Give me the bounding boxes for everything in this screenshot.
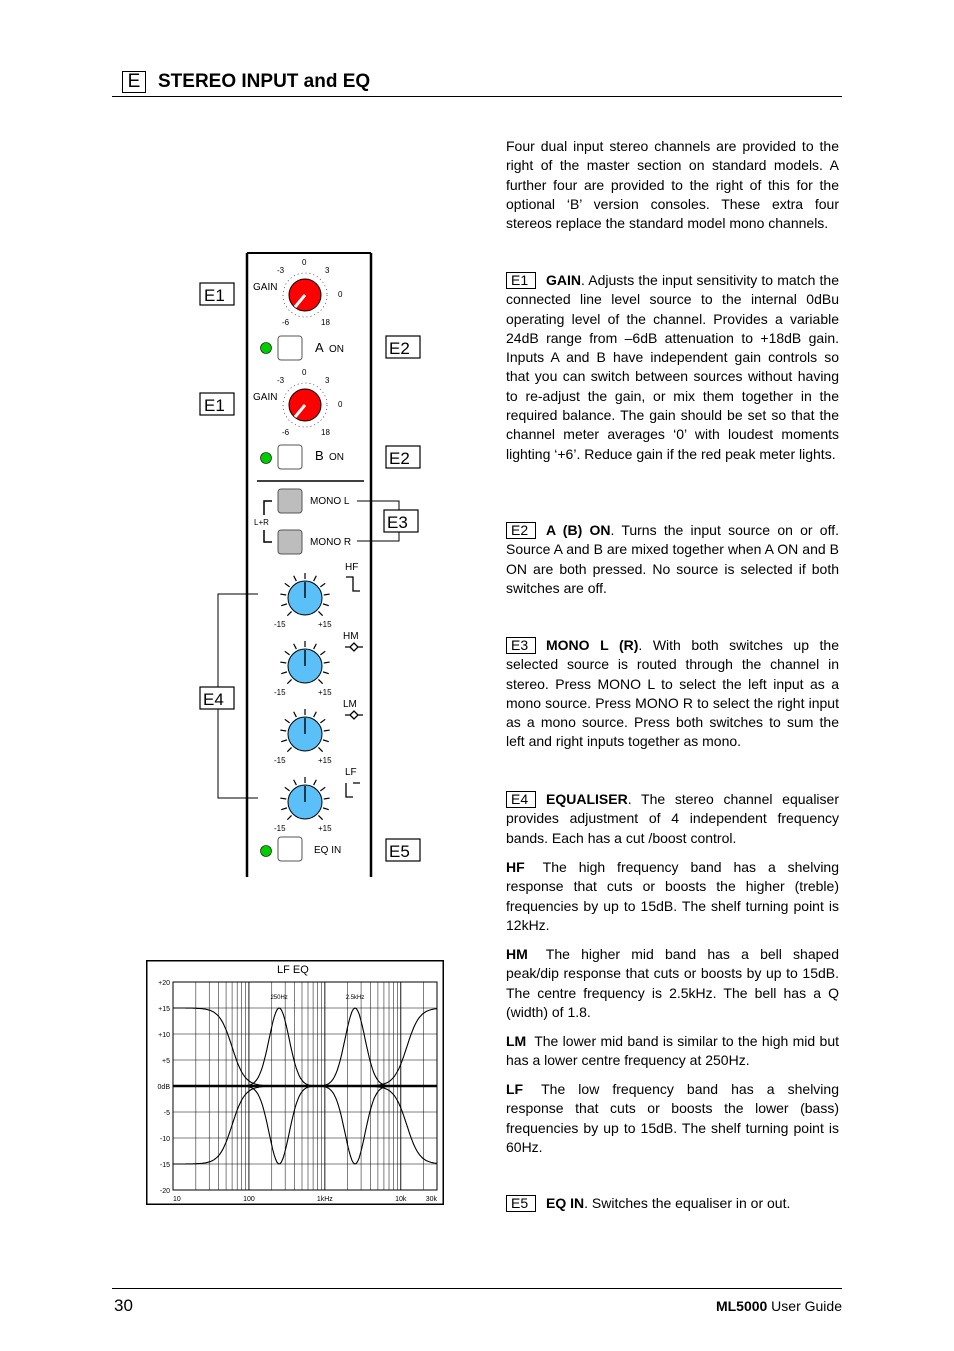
item-e5 (506, 1194, 839, 1213)
gain-a-knob[interactable] (283, 273, 327, 317)
y-tick-label: 0dB (157, 1084, 170, 1091)
mono-r-label: MONO R (310, 537, 352, 548)
item-tag: E5 (506, 1195, 536, 1212)
gain-scale-mark: -3 (277, 376, 285, 385)
b-label: B (315, 448, 324, 463)
x-tick-label: 1kHz (316, 1196, 333, 1203)
hf-shelf-icon (346, 577, 360, 591)
band-hf (506, 858, 839, 935)
gain-a-label: GAIN (253, 282, 278, 293)
a-label: A (315, 340, 324, 355)
item-title: EQUALISER (546, 791, 628, 807)
y-tick-label: -5 (163, 1110, 170, 1117)
hm-min-label: -15 (274, 688, 286, 697)
gain-scale-mark: 3 (325, 266, 330, 275)
gain-scale-mark: 0 (338, 400, 343, 409)
lm-label: LM (343, 699, 357, 710)
callout-e1-a: E1 (204, 286, 225, 305)
y-tick-label: +20 (158, 980, 170, 987)
item-e2 (506, 521, 839, 598)
b-on-label: ON (329, 452, 344, 463)
lm-min-label: -15 (274, 756, 286, 765)
hm-bell-icon (345, 643, 363, 651)
section-title: STEREO INPUT and EQ (158, 71, 371, 92)
item-text: . With both switches up the selected source is routed through the channel in stereo. Press MONO L to select the left input as a mono source. Press MONO R to select the right input as a mono source. Press both switches to sum the left and right inputs together as mono. (506, 637, 839, 750)
b-on-led (261, 453, 272, 464)
band-lm (506, 1032, 839, 1071)
item-text: . The stereo channel equaliser provides adjustment of 4 independent frequency bands. Each has a cut /boost control. (506, 791, 839, 846)
band-name: LF (506, 1081, 524, 1097)
mono-l-label: MONO L (310, 496, 350, 507)
gain-scale-mark: 18 (321, 428, 330, 437)
callout-e1-b: E1 (204, 396, 225, 415)
y-tick-label: +5 (162, 1058, 170, 1065)
hm-max-label: +15 (318, 688, 332, 697)
y-tick-label: -20 (159, 1188, 170, 1195)
item-e1 (506, 271, 839, 464)
item-text: . Switches the equaliser in or out. (584, 1195, 791, 1211)
section-letter-box: E (122, 71, 146, 93)
gain-scale-mark: -6 (282, 428, 290, 437)
intro-paragraph: Four dual input stereo channels are provided to the right of the master section on standard models. A further four are provided to the right of this for the optional ‘B’ version consoles. These extra four stereos replace the standard model mono channels. (506, 138, 839, 232)
lr-sum-label: L+R (254, 518, 269, 527)
page-number: 30 (114, 1296, 133, 1315)
item-tag: E1 (506, 272, 536, 289)
lm-max-label: +15 (318, 756, 332, 765)
gain-b-knob[interactable] (283, 383, 327, 427)
lm-bell-icon (345, 711, 363, 719)
callout-e3: E3 (387, 513, 408, 532)
callout-e4: E4 (203, 690, 224, 709)
lf-shelf-icon (346, 783, 360, 797)
band-lf (506, 1080, 839, 1157)
y-tick-label: +10 (158, 1032, 170, 1039)
header-rule (112, 96, 842, 97)
band-text: The higher mid band has a bell shaped peak/dip response that cuts or boosts by up to 15dB. The centre frequency is 2.5kHz. The bell has a Q (width) of 1.8. (506, 946, 839, 1020)
item-tag: E4 (506, 791, 536, 808)
lf-label: LF (345, 767, 357, 778)
guide-label: User Guide (767, 1298, 842, 1314)
gain-scale-mark: -6 (282, 318, 290, 327)
eq-response-chart (146, 960, 444, 1205)
y-tick-label: +15 (158, 1006, 170, 1013)
band-frequency-annotation: 250Hz (270, 995, 288, 1001)
callout-e5: E5 (389, 842, 410, 861)
x-tick-label: 100 (243, 1196, 255, 1203)
band-frequency-annotation: 2.5kHz (345, 995, 365, 1001)
lf-max-label: +15 (318, 824, 332, 833)
channel-strip-diagram (190, 245, 430, 885)
hm-eq-knob[interactable] (280, 641, 329, 684)
gain-scale-mark: 3 (325, 376, 330, 385)
item-text: . Turns the input source on or off. Source A and B are mixed together when A ON and B ON are both pressed. No source is selected if both switches are off. (506, 522, 839, 596)
a-on-led (261, 343, 272, 354)
callout-e2-b: E2 (389, 449, 410, 468)
item-title: EQ IN (546, 1195, 585, 1211)
a-on-label: ON (329, 344, 344, 355)
item-title: MONO L (R) (546, 637, 639, 653)
a-on-button[interactable] (278, 336, 302, 360)
footer-guide-title (716, 1298, 842, 1314)
band-name: HM (506, 946, 528, 962)
band-name: HF (506, 859, 525, 875)
eq-in-label: EQ IN (314, 845, 342, 856)
gain-scale-mark: 18 (321, 318, 330, 327)
lf-min-label: -15 (274, 824, 286, 833)
lf-eq-knob[interactable] (280, 777, 329, 820)
band-text: The lower mid band is similar to the high mid but has a lower centre frequency at 250Hz. (506, 1033, 839, 1069)
gain-scale-mark: 0 (302, 368, 307, 377)
band-text: The low frequency band has a shelving response that cuts or boosts the lower (bass) frequencies by up to 15dB. The shelf turning point is 60Hz. (506, 1081, 839, 1155)
x-tick-label: 10k (395, 1196, 407, 1203)
y-tick-label: -10 (159, 1136, 170, 1143)
item-title: A (B) ON (546, 522, 611, 538)
item-tag: E3 (506, 637, 536, 654)
b-on-button[interactable] (278, 445, 302, 469)
mono-l-button[interactable] (278, 489, 302, 513)
eq-in-led (261, 846, 272, 857)
callout-e2-a: E2 (389, 339, 410, 358)
gain-scale-mark: 0 (338, 290, 343, 299)
mono-r-button[interactable] (278, 530, 302, 554)
band-hm (506, 945, 839, 1022)
hf-max-label: +15 (318, 620, 332, 629)
model-name: ML5000 (715, 1298, 768, 1314)
band-name: LM (506, 1033, 527, 1049)
item-title: GAIN (546, 272, 581, 288)
gain-scale-mark: 0 (302, 258, 307, 267)
gain-scale-mark: -3 (277, 266, 285, 275)
hf-label: HF (345, 562, 359, 573)
gain-b-label: GAIN (253, 392, 278, 403)
item-tag: E2 (506, 522, 536, 539)
x-tick-label: 10 (173, 1196, 181, 1203)
footer-rule (112, 1288, 842, 1289)
x-tick-label: 30k (425, 1196, 437, 1203)
hf-min-label: -15 (274, 620, 286, 629)
hf-eq-knob[interactable] (280, 573, 329, 616)
lm-eq-knob[interactable] (280, 709, 329, 752)
band-text: The high frequency band has a shelving response that cuts or boosts the higher (treble) frequencies by up to 15dB. The shelf turning point is 12kHz. (506, 859, 839, 933)
item-e3 (506, 636, 839, 752)
item-e4 (506, 790, 839, 848)
item-text: . Adjusts the input sensitivity to match the connected line level source to the internal 0dBu operating level of the channel. Provides a variable 24dB range from –6dB attenuation to +18dB gain. Inputs A and B have independent gain controls so that you can switch between sources without having to re-adjust the gain, or mix them together in the required balance. The gain should be set so that the channel meter averages ‘0’ with loudest moments lighting ‘+6’. Reduce gain if the red peak meter lights. (506, 272, 839, 462)
eq-in-button[interactable] (278, 837, 302, 861)
y-tick-label: -15 (159, 1162, 170, 1169)
chart-title: LF EQ (277, 964, 309, 976)
hm-label: HM (343, 631, 359, 642)
